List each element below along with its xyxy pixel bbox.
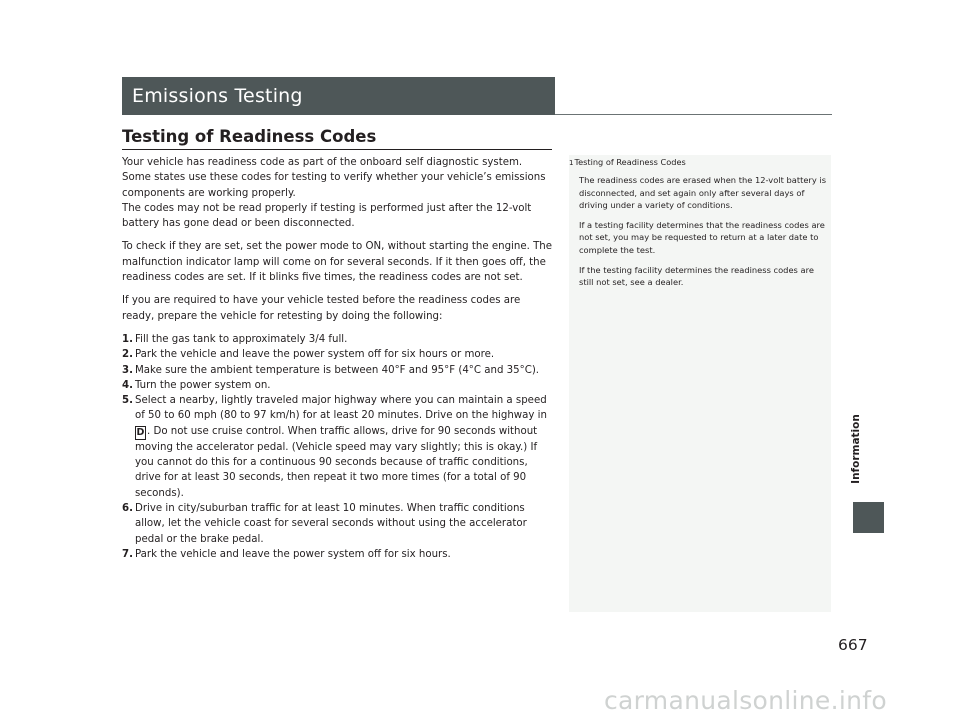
- step-text: Select a nearby, lightly traveled major highway where you can maintain a speed of 50 to 60 mph (80 to 97 km/h) for at least 20 minutes. Drive on the highway in: [135, 395, 547, 422]
- step-text-continued: . Do not use cruise control. When traffic allows, drive for 90 seconds without moving the accelerator pedal. (Vehicle speed may vary slightly; this is okay.) If you cannot do this for a continuous 90 seconds because of traffic conditions, drive for at least 30 seconds, then repeat it two more times (for a total of 90 seconds).: [135, 425, 538, 499]
- section-tab-block: [853, 502, 884, 533]
- step-text: Park the vehicle and leave the power system off for six hours.: [135, 548, 451, 560]
- step-number: 7.: [122, 548, 133, 560]
- battery-paragraph: The codes may not be read properly if testing is performed just after the 12-volt battery has gone dead or been disconnected.: [122, 202, 532, 230]
- steps-list: [122, 332, 553, 562]
- check-paragraph: To check if they are set, set the power mode to ON, without starting the engine. The malfunction indicator lamp will come on for several seconds. If it then goes off, the readiness codes are set. If it blinks five times, the readiness codes are not set.: [122, 241, 553, 284]
- sidebar-paragraph: If a testing facility determines that the readiness codes are not set, you may be requested to return at a later date to complete the test.: [579, 219, 825, 255]
- step-number: 5.: [122, 395, 133, 407]
- reference-marker-icon: 1: [569, 159, 574, 167]
- step-number: 3.: [122, 364, 133, 376]
- gear-d-icon: D: [136, 426, 145, 438]
- list-item: [122, 501, 553, 547]
- intro-paragraph: Your vehicle has readiness code as part of the onboard self diagnostic system. Some states use these codes for testing to verify whether your vehicle’s emissions components are working properly.: [122, 157, 546, 199]
- step-text: Turn the power system on.: [135, 379, 271, 391]
- title-rule: [122, 149, 552, 150]
- step-number: 4.: [122, 379, 133, 391]
- section-header: Emissions Testing: [122, 77, 555, 115]
- list-item: [122, 547, 553, 562]
- retest-paragraph: If you are required to have your vehicle tested before the readiness codes are ready, prepare the vehicle for retesting by doing the following:: [122, 295, 521, 322]
- list-item: [122, 347, 553, 362]
- sidebar-note: [569, 155, 831, 612]
- sidebar-paragraph: If the testing facility determines the readiness codes are still not set, see a dealer.: [579, 264, 814, 288]
- section-tab-label: Information: [850, 414, 862, 484]
- sidebar-body: [579, 174, 827, 296]
- page-number: 667: [838, 636, 868, 654]
- step-number: 6.: [122, 502, 133, 514]
- header-rule: [555, 114, 832, 115]
- step-text: Fill the gas tank to approximately 3/4 full.: [135, 333, 348, 345]
- step-number: 1.: [122, 333, 133, 345]
- sidebar-title-text: Testing of Readiness Codes: [574, 157, 686, 167]
- list-item: [122, 363, 553, 378]
- step-text: Make sure the ambient temperature is between 40°F and 95°F (4°C and 35°C).: [135, 364, 540, 376]
- step-text: Park the vehicle and leave the power system off for six hours or more.: [135, 349, 495, 361]
- section-tab: [848, 394, 864, 504]
- main-body: [122, 155, 553, 562]
- step-number: 2.: [122, 349, 133, 361]
- list-item: [122, 332, 553, 347]
- watermark: carmanualsonline.info: [604, 686, 887, 715]
- step-text: Drive in city/suburban traffic for at least 10 minutes. When traffic conditions allow, let the vehicle coast for several seconds without using the accelerator pedal or the brake pedal.: [135, 502, 527, 545]
- sidebar-title: [569, 157, 686, 167]
- sidebar-paragraph: The readiness codes are erased when the 12-volt battery is disconnected, and set again only after several days of driving under a variety of conditions.: [579, 175, 827, 211]
- page-title: Testing of Readiness Codes: [122, 127, 377, 146]
- list-item: [122, 378, 553, 393]
- list-item: [122, 393, 553, 501]
